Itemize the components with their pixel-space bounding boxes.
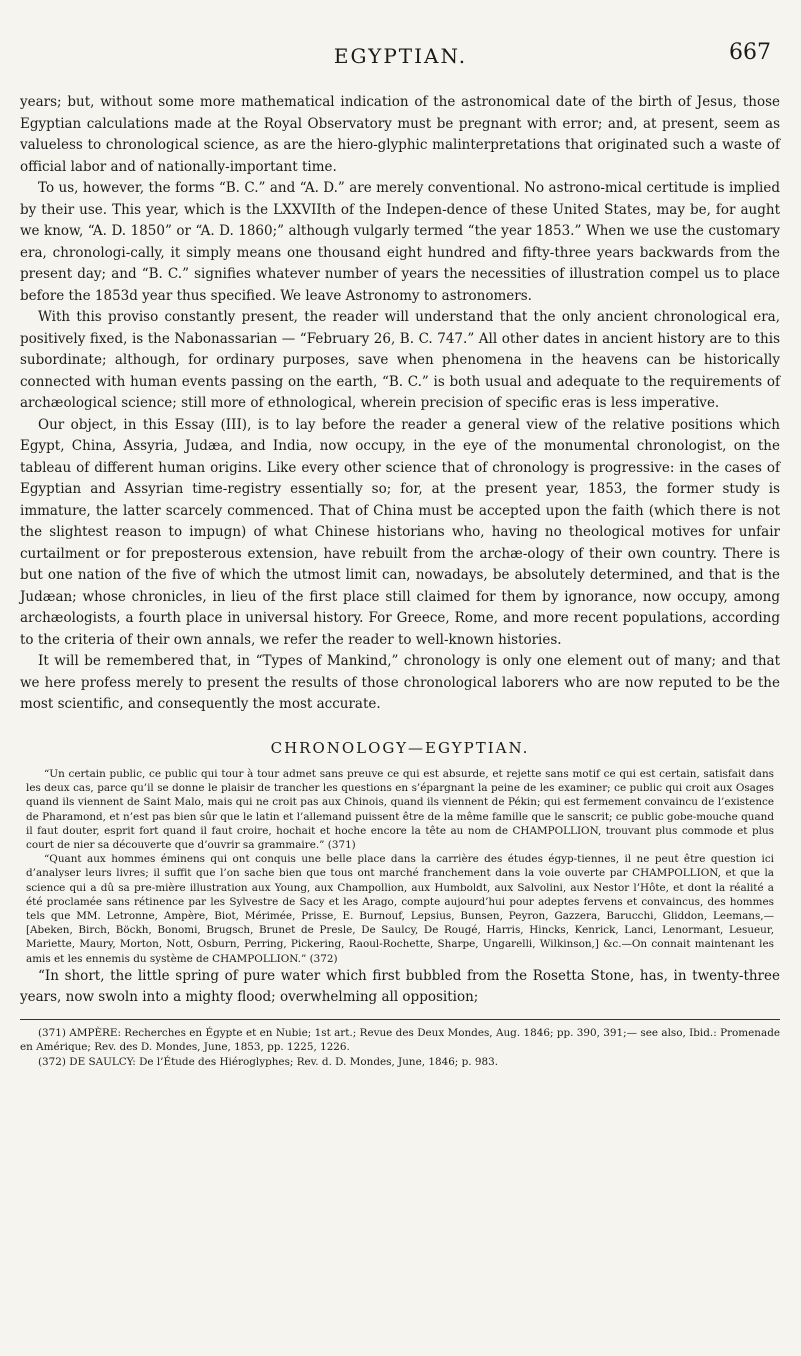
- quote-paragraph: “Quant aux hommes éminens qui ont conquis une belle place dans la carrière des études égyp-tiennes, il ne peut être question ici d’analyser leurs livres; il suffit que l’on sache bien que tous ont marché franchement dans la voie ouverte par CHAMPOLLION, et que la science qui a dû sa pre-mière illustration aux Young, aux Champollion, aux Humboldt, aux Salvolini, aux Nestor l’Hôte, et dont la réalité a été proclamée sans rétinence par les Sylvestre de Sacy et les Arago, compte aujourd’hui pour adeptes fervens et convaincus, des hommes tels que MM. Letronne, Ampère, Biot, Mérimée, Prisse, E. Burnouf, Lepsius, Bunsen, Peyron, Gazzera, Barucchi, Gliddon, Leemans,— [Abeken, Birch, Böckh, Bonomi, Brugsch, Brunet de Presle, De Saulcy, De Rougé, Harris, Hincks, Kenrick, Lanci, Lenormant, Lesueur, Mariette, Maury, Morton, Nott, Osburn, Perring, Pickering, Raoul-Rochette, Sharpe, Ungarelli, Wilkinson,] &c.—On connait maintenant les amis et les ennemis du système de CHAMPOLLION.” (372): [26, 853, 774, 965]
- french-quotation: [26, 767, 774, 966]
- paragraph: years; but, without some more mathematical indication of the astronomical date of the birth of Jesus, those Egyptian calculations made at the Royal Observatory must be pregnant with error; and, at present, seem as valueless to chronological science, as are the hiero-glyphic malinterpretations that originated such a waste of official labor and of nationally-important time.: [20, 94, 780, 175]
- footnote: (371) AMPÈRE: Recherches en Égypte et en Nubie; 1st art.; Revue des Deux Mondes, Aug. 1846; pp. 390, 391;— see also, Ibid.: Promenade en Amérique; Rev. des D. Mondes, June, 1853, pp. 1225, 1226.: [20, 1026, 780, 1054]
- quote-paragraph: “Un certain public, ce public qui tour à tour admet sans preuve ce qui est absurde, et rejette sans motif ce qui est certain, satisfait dans les deux cas, parce qu’il se donne le plaisir de trancher les questions en s’épargnant la peine de les examiner; ce public qui croit aux Osages quand ils viennent de Saint Malo, mais qui ne croit pas aux Chinois, quand ils viennent de Pékin; qui est fermement convaincu de l’existence de Pharamond, et n’est pas bien sûr que le latin et l’allemand puissent être de la même famille que le sanscrit; ce public gobe-mouche quand il faut douter, esprit fort quand il faut croire, hochait et hoche encore la tête au nom de CHAMPOLLION, trouvant plus commode et plus court de nier sa découverte que d’ouvrir sa grammaire.” (371): [26, 768, 774, 852]
- paragraph: It will be remembered that, in “Types of Mankind,” chronology is only one element out of many; and that we here profess merely to present the results of those chronological laborers who are now reputed to be the most scientific, and consequently the most accurate.: [20, 653, 780, 712]
- paragraph: Our object, in this Essay (III), is to lay before the reader a general view of the relative positions which Egypt, China, Assyria, Judæa, and India, now occupy, in the eye of the monumental chronologist, on the tableau of different human origins. Like every other science that of chronology is progressive: in the cases of Egyptian and Assyrian time-registry essentially so; for, at the present year, 1853, the former study is immature, the latter scarcely commenced. That of China must be accepted upon the faith (which there is not the slightest reason to impugn) of what Chinese historians who, having no theological motives for unfair curtailment or for preposterous extension, have rebuilt from the archæ-ology of their own country. There is but one nation of the five of which the utmost limit can, nowadays, be absolutely determined, and that is the Judæan; whose chronicles, in lieu of the first place still claimed for them by ignorance, now occupy, among archæologists, a fourth place in universal history. For Greece, Rome, and more recent populations, according to the criteria of their own annals, we refer the reader to well-known histories.: [20, 416, 780, 648]
- footnote: (372) DE SAULCY: De l’Étude des Hiéroglyphes; Rev. d. D. Mondes, June, 1846; p. 983.: [38, 1055, 499, 1068]
- closing-paragraph: “In short, the little spring of pure water which first bubbled from the Rosetta Stone, has, in twenty-three years, now swoln into a mighty flood; overwhelming all opposition;: [20, 967, 780, 1006]
- running-head: EGYPTIAN.: [333, 44, 468, 68]
- page-number: 667: [729, 40, 771, 65]
- paragraph: With this proviso constantly present, the reader will understand that the only ancient chronological era, positively fixed, is the Nabonassarian — “February 26, B. C. 747.” All other dates in ancient history are to this subordinate; although, for ordinary purposes, save when phenomena in the heavens can be historically connected with human events passing on the earth, “B. C.” is both usual and adequate to the requirements of archæological science; still more of ethnological, wherein precision of specific eras is less imperative.: [20, 309, 780, 411]
- body-text: [20, 92, 780, 1069]
- paragraph: To us, however, the forms “B. C.” and “A. D.” are merely conventional. No astrono-mical certitude is implied by their use. This year, which is the LXXVIIth of the Indepen-dence of these United States, may be, for aught we know, “A. D. 1850” or “A. D. 1860;” although vulgarly termed “the year 1853.” When we use the customary era, chronologi-cally, it simply means one thousand eight hundred and fifty-three years backwards from the present day; and “B. C.” signifies whatever number of years the necessities of illustration compel us to place before the 1853d year thus specified. We leave Astronomy to astronomers.: [20, 180, 780, 304]
- footnote-divider: [20, 1019, 780, 1020]
- footnotes: [20, 1026, 780, 1070]
- section-heading: CHRONOLOGY—EGYPTIAN.: [270, 738, 530, 757]
